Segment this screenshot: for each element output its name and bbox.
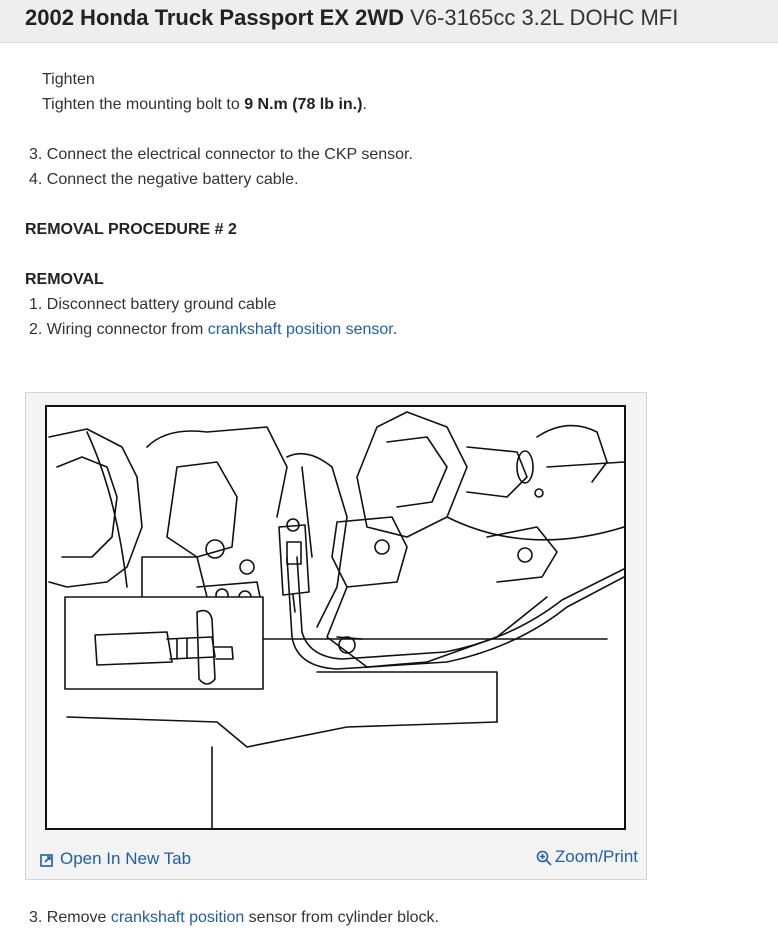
step-number: 1. <box>29 296 43 313</box>
tighten-label: Tighten <box>42 71 95 88</box>
step-number: 3. <box>29 909 43 926</box>
crankshaft-position-link[interactable]: crankshaft position <box>110 909 245 926</box>
removal-step-1 <box>29 295 276 315</box>
page-title <box>25 4 678 32</box>
ckp-sensor-diagram[interactable] <box>45 405 626 830</box>
install-step-4 <box>29 170 299 190</box>
zoom-print-link[interactable] <box>536 847 638 867</box>
open-tab-label: Open In New Tab <box>60 849 192 868</box>
vehicle-name: 2002 Honda Truck Passport EX 2WD <box>25 5 405 30</box>
procedure-title: REMOVAL PROCEDURE # 2 <box>25 221 237 238</box>
zoom-icon <box>536 850 552 866</box>
step-text: Wiring connector from <box>46 321 208 338</box>
tighten-text: Tighten the mounting bolt to <box>42 96 245 113</box>
zoom-print-label: Zoom/Print <box>554 847 638 866</box>
removal-title: REMOVAL <box>25 271 104 288</box>
engine-line-drawing <box>47 407 624 828</box>
step-suffix: sensor from cylinder block. <box>244 909 439 926</box>
crankshaft-sensor-link[interactable]: crankshaft position sensor <box>207 321 393 338</box>
step-text: Remove <box>46 909 111 926</box>
step-number: 3. <box>29 146 43 163</box>
open-new-tab-icon <box>40 853 54 867</box>
step-text: Connect the negative battery cable. <box>46 171 299 188</box>
removal-step-3 <box>29 908 439 928</box>
install-step-3 <box>29 145 413 165</box>
figure-panel <box>25 392 647 880</box>
step-number: 4. <box>29 171 43 188</box>
figure-toolbar <box>26 841 646 879</box>
step-text: Disconnect battery ground cable <box>46 296 277 313</box>
engine-spec: V6-3165cc 3.2L DOHC MFI <box>410 5 679 30</box>
page-header <box>0 0 778 43</box>
torque-spec: 9 N.m (78 lb in.) <box>244 96 363 113</box>
step-text: Connect the electrical connector to the CKP sensor. <box>46 146 413 163</box>
step-suffix: . <box>392 321 398 338</box>
removal-step-2 <box>29 320 397 340</box>
open-in-new-tab-link[interactable] <box>40 849 191 869</box>
tighten-suffix: . <box>362 96 367 113</box>
tighten-instruction <box>42 95 367 115</box>
step-number: 2. <box>29 321 43 338</box>
